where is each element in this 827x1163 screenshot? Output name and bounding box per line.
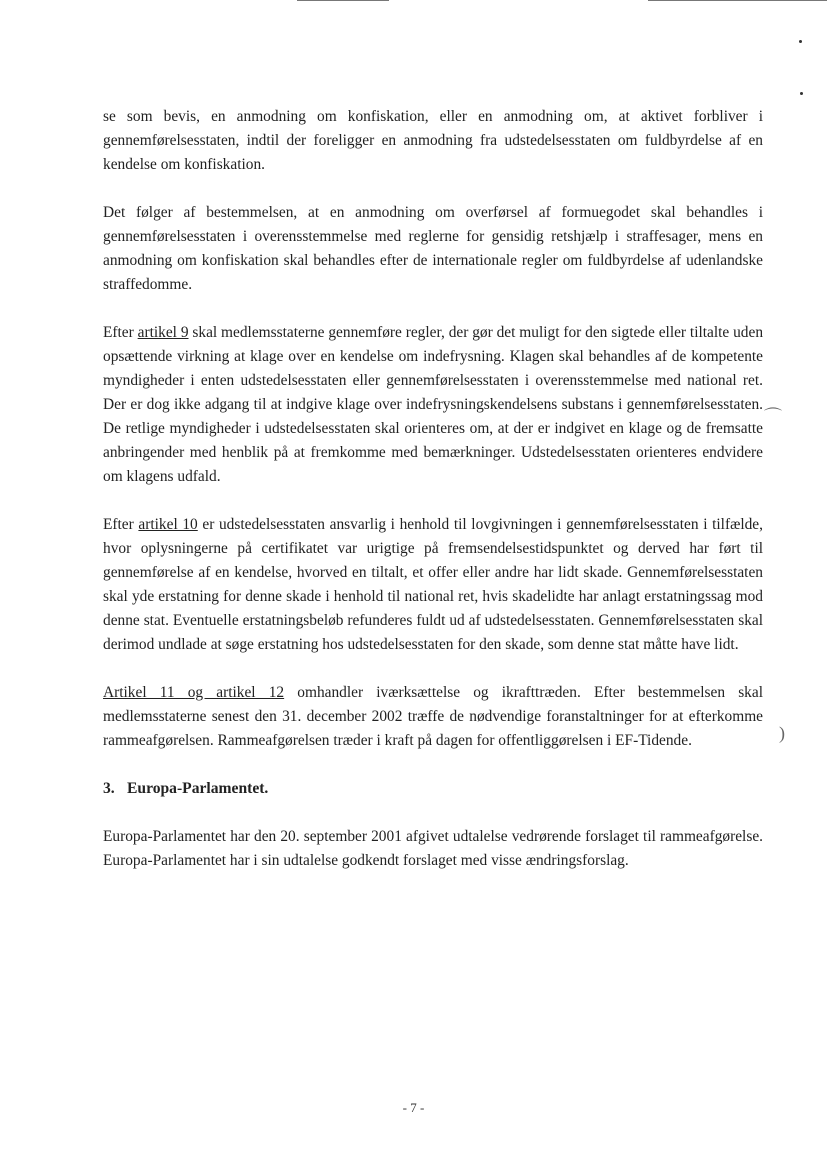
body-paragraph: [103, 513, 763, 657]
paragraph-text: Efter: [103, 516, 139, 533]
body-paragraph: [103, 201, 763, 297]
section-paragraph: Europa-Parlamentet har den 20. september 2001 afgivet udtalelse vedrørende forslaget til rammeafgørelse. Europa-Parlamentet har i sin udtalelse godkendt forslaget med visse ændringsforslag.: [103, 828, 763, 869]
scan-speck: [800, 92, 803, 95]
paragraph-text: omhandler iværksættelse og ikrafttræden. Efter bestemmelsen skal medlemsstaterne senest den 31. december 2002 træffe de nødvendige foranstaltninger for at efterkomme rammeafgørelsen. Rammeafgørelsen træder i kraft på dagen for offentliggørelsen i EF-Tidende.: [103, 684, 763, 749]
binder-hole-mark: ⌒: [764, 407, 782, 427]
section-title: Europa-Parlamentet.: [127, 780, 269, 797]
paragraph-text: Det følger af bestemmelsen, at en anmodning om overførsel af formuegodet skal behandles i gennemførelsesstaten i overensstemmelse med reglerne for gensidig retshjælp i straffesager, mens en anmodning om konfiskation skal behandles efter de internationale regler om fuldbyrdelse af udenlandske straffedomme.: [103, 204, 763, 293]
paragraph-list: [103, 105, 763, 753]
article-reference: Artikel 11 og artikel 12: [103, 684, 285, 701]
scan-edge-line: [648, 0, 827, 1]
body-paragraph: [103, 321, 763, 489]
binder-hole-mark: ): [779, 723, 785, 743]
article-reference: artikel 9: [137, 324, 189, 341]
body-paragraph: [103, 681, 763, 753]
section-heading: [103, 777, 763, 801]
article-reference: artikel 10: [138, 516, 198, 533]
paragraph-text: se som bevis, en anmodning om konfiskation, eller en anmodning om, at aktivet forbliver i gennemførelsesstaten, indtil der foreligger en anmodning fra udstedelsesstaten om fuldbyrdelse af en kendelse om konfiskation.: [103, 108, 763, 173]
document-body: [103, 105, 763, 897]
section-number: 3.: [103, 780, 115, 797]
paragraph-text: skal medlemsstaterne gennemføre regler, der gør det muligt for den sigtede eller tiltalte uden opsættende virkning at klage over en kendelse om indefrysning. Klagen skal behandles af de kompetente myndigheder i enten udstedelsesstaten eller gennemførelsesstaten i overensstemmelse med national ret. Der er dog ikke adgang til at indgive klage over indefrysningskendelsens substans i gennemførelsesstaten. De retlige myndigheder i udstedelsesstaten skal orienteres om, at der er indgivet en klage og de fremsatte anbringender med henblik på at fremkomme med bemærkninger. Udstedelsesstaten orienteres endvidere om klagens udfald.: [103, 324, 764, 485]
page-number: - 7 -: [402, 1100, 425, 1115]
scan-edge-line: [297, 0, 389, 1]
paragraph-text: er udstedelsesstaten ansvarlig i henhold til lovgivningen i gennemførelsesstaten i tilfælde, hvor oplysningerne på certifikatet var urigtige på fremsendelsestidspunktet og derved har ført til gennemførelse af en kendelse, hvorved en tiltalt, et offer eller andre har lidt skade. Gennemførelsesstaten skal yde erstatning for denne skade i henhold til national ret, hvis skadelidte har anlagt erstatningssag mod denne stat. Eventuelle erstatningsbeløb refunderes fuldt ud af udstedelsesstaten. Gennemførelsesstaten skal derimod undlade at søge erstatning hos udstedelsesstaten for den skade, som denne stat måtte have lidt.: [103, 516, 763, 653]
body-paragraph: [103, 105, 763, 177]
paragraph-text: Efter: [103, 324, 138, 341]
scan-speck: [799, 40, 802, 43]
